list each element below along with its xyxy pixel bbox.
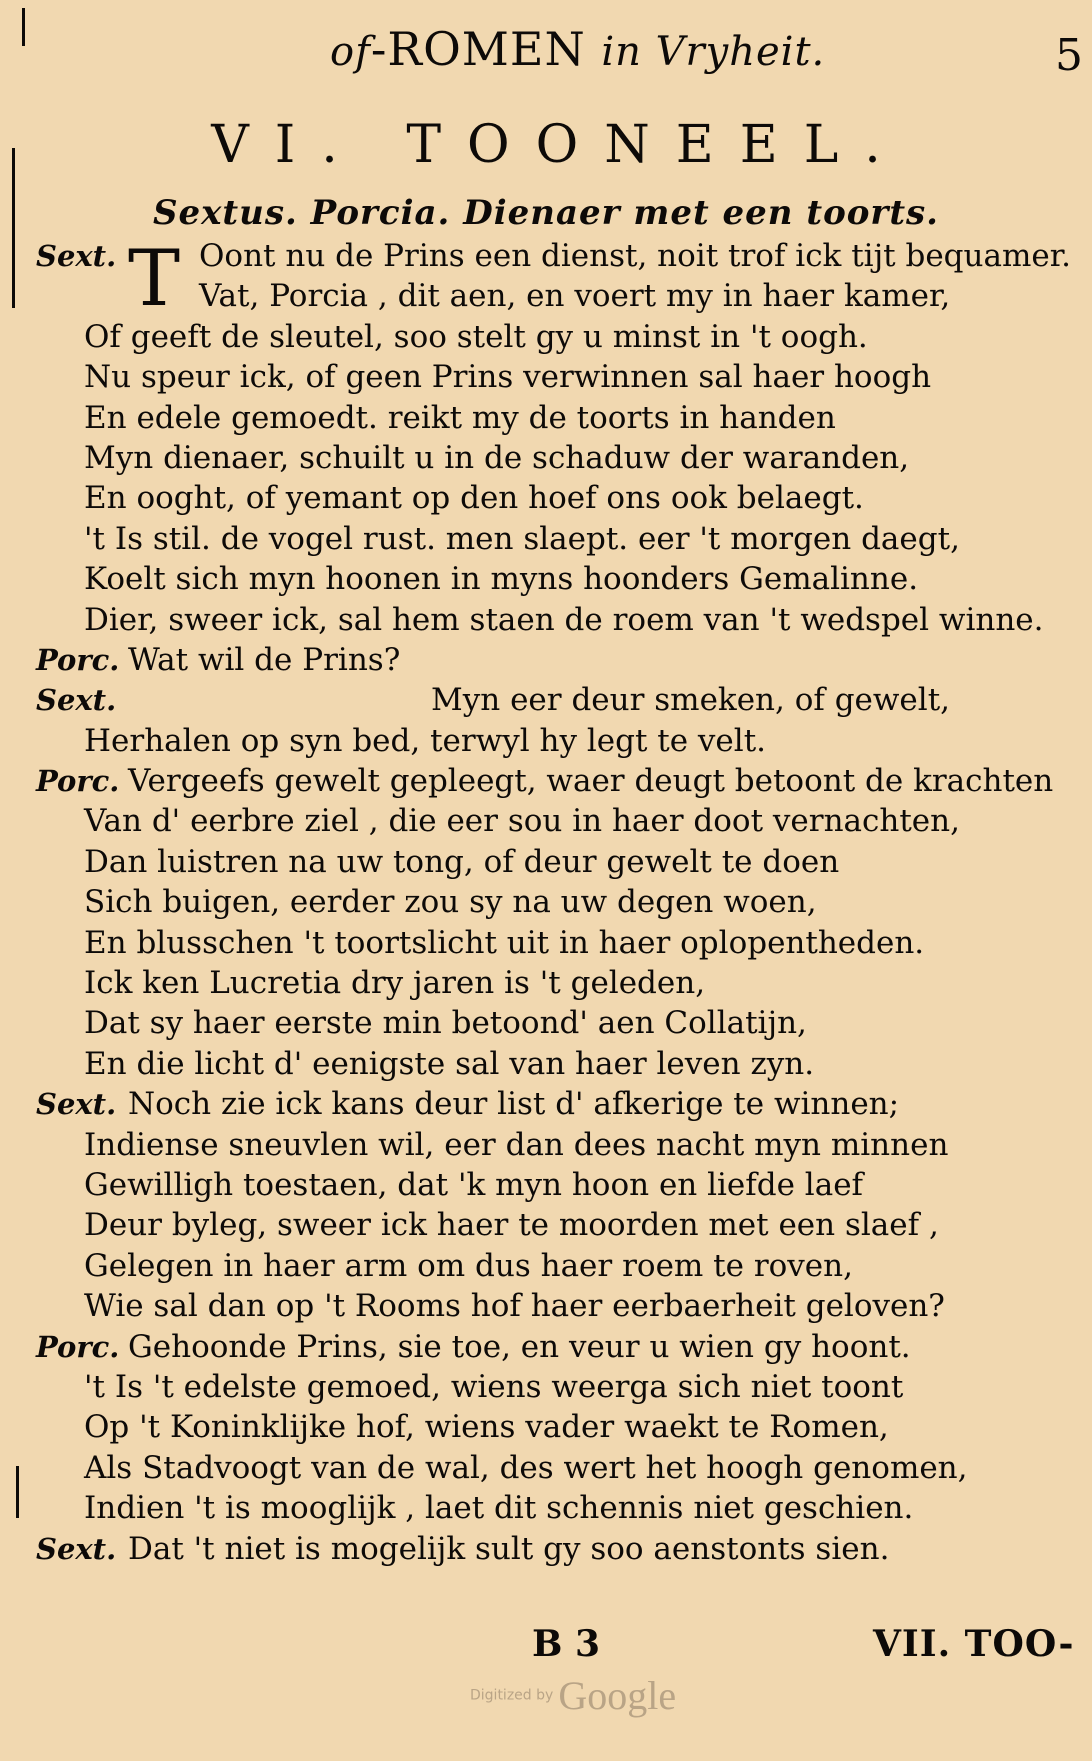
line-text: Gewilligh toestaen, dat 'k myn hoon en liefde laef [84, 1166, 864, 1203]
line-text: Herhalen op syn bed, terwyl hy legt te velt. [84, 722, 766, 759]
speaker-label: Porc. [36, 642, 120, 677]
verse-line [36, 1003, 1086, 1043]
line-text: En die licht d' eenigste sal van haer leven zyn. [84, 1045, 815, 1082]
line-text: Indien 't is mooglijk , laet dit schennis niet geschien. [84, 1490, 914, 1527]
running-head [330, 22, 825, 76]
verse-line [36, 882, 1086, 922]
line-text: Indiense sneuvlen wil, eer dan dees nacht myn minnen [84, 1126, 949, 1163]
speaker-label: Sext. [36, 1531, 117, 1566]
verse-line [36, 357, 1086, 397]
verse-line [36, 519, 1086, 559]
verse-line [36, 478, 1086, 518]
line-text: Myn dienaer, schuilt u in de schaduw der waranden, [84, 439, 910, 476]
drop-cap: T [128, 234, 181, 324]
speaker-label: Sext. [36, 683, 117, 718]
verse-line [36, 801, 1086, 841]
line-text: Sich buigen, eerder zou sy na uw degen woen, [84, 884, 817, 921]
line-text: En ooght, of yemant op den hoef ons ook belaegt. [84, 480, 864, 517]
digitization-watermark [470, 1672, 676, 1719]
verse-line [36, 1488, 1086, 1528]
running-head-prefix: of [330, 29, 371, 75]
line-text: Myn eer deur smeken, of gewelt, [431, 682, 951, 719]
verse-line [36, 600, 1086, 640]
line-text: Wat wil de Prins? [128, 641, 401, 678]
line-text: Vat, Porcia , dit aen, en voert my in haer kamer, [199, 278, 951, 315]
running-head-suffix: in Vryheit. [601, 29, 826, 75]
speaker-label: Sext. [36, 239, 117, 273]
catchword: VII. TOO- [873, 1623, 1075, 1665]
speaker-label: Sext. [36, 1087, 117, 1122]
verse-line [36, 1084, 1086, 1124]
verse-line [36, 276, 1086, 316]
line-text: 't Is 't edelste gemoed, wiens weerga sich niet toont [84, 1368, 904, 1405]
dramatis-personae: Sextus. Porcia. Dienaer met een toorts. [152, 193, 940, 233]
line-text: Dat 't niet is mogelijk sult gy soo aenstonts sien. [128, 1530, 890, 1567]
verse-line [36, 1407, 1086, 1447]
line-text: Dat sy haer eerste min betoond' aen Collatijn, [84, 1005, 807, 1042]
verse-block [36, 236, 1086, 1569]
speaker-label: Porc. [36, 1329, 120, 1364]
line-text: Koelt sich myn hoonen in myns hoonders Gemalinne. [84, 561, 919, 598]
verse-line [36, 1246, 1086, 1286]
verse-line [36, 640, 1086, 680]
line-text: Dan luistren na uw tong, of deur gewelt te doen [84, 843, 840, 880]
verse-line [36, 842, 1086, 882]
verse-line [36, 1125, 1086, 1165]
line-text: Nu speur ick, of geen Prins verwinnen sal haer hoogh [84, 359, 932, 396]
margin-mark-lower [16, 1466, 19, 1518]
line-text: Vergeefs gewelt gepleegt, waer deugt betoont de krachten [128, 763, 1054, 800]
verse-line [36, 1205, 1086, 1245]
line-text: Of geeft de sleutel, soo stelt gy u minst in 't oogh. [84, 318, 868, 355]
line-text: Dier, sweer ick, sal hem staen de roem van 't wedspel winne. [84, 601, 1044, 638]
line-text: Gehoonde Prins, sie toe, en veur u wien gy hoont. [128, 1328, 911, 1365]
verse-line [36, 1529, 1086, 1569]
verse-line [36, 761, 1086, 801]
speaker-label: Porc. [36, 764, 120, 799]
line-text: En edele gemoedt. reikt my de toorts in handen [84, 399, 836, 436]
watermark-prefix: Digitized by [470, 1687, 554, 1704]
verse-line [36, 438, 1086, 478]
line-text: Oont nu de Prins een dienst, noit trof ick tijt bequamer. [199, 238, 1071, 274]
line-text: Op 't Koninklijke hof, wiens vader waekt te Romen, [84, 1409, 889, 1446]
watermark-brand: Google [558, 1673, 677, 1718]
verse-line [36, 559, 1086, 599]
line-text: Wie sal dan op 't Rooms hof haer eerbaerheit geloven? [84, 1288, 945, 1325]
verse-line [36, 398, 1086, 438]
scene-title: VI. TOONEEL. [211, 115, 907, 175]
verse-line [36, 1044, 1086, 1084]
verse-line [36, 923, 1086, 963]
verse-line [36, 1448, 1086, 1488]
line-text: Ick ken Lucretia dry jaren is 't geleden, [84, 965, 706, 1002]
verse-line [36, 721, 1086, 761]
verse-line [36, 963, 1086, 1003]
verse-line [36, 1327, 1086, 1367]
line-text: Van d' eerbre ziel , die eer sou in haer doot vernachten, [84, 803, 960, 840]
page-footer [0, 1623, 1092, 1673]
margin-mark-top [22, 8, 25, 46]
line-text: 't Is stil. de vogel rust. men slaept. eer 't morgen daegt, [84, 520, 960, 557]
line-text: Als Stadvoogt van de wal, des wert het hoogh genomen, [84, 1449, 968, 1486]
line-text: Noch zie ick kans deur list d' afkerige te winnen; [128, 1086, 900, 1123]
line-text: En blusschen 't toortslicht uit in haer oplopentheden. [84, 924, 925, 961]
signature-mark: B 3 [532, 1623, 601, 1665]
running-head-title: -ROMEN [370, 22, 586, 76]
page-number: 5 [1055, 30, 1083, 81]
line-text: Deur byleg, sweer ick haer te moorden met een slaef , [84, 1207, 939, 1244]
verse-line [36, 1165, 1086, 1205]
verse-line [36, 680, 1086, 720]
line-text: Gelegen in haer arm om dus haer roem te roven, [84, 1247, 853, 1284]
verse-line [36, 1286, 1086, 1326]
verse-line [36, 1367, 1086, 1407]
verse-line [36, 317, 1086, 357]
